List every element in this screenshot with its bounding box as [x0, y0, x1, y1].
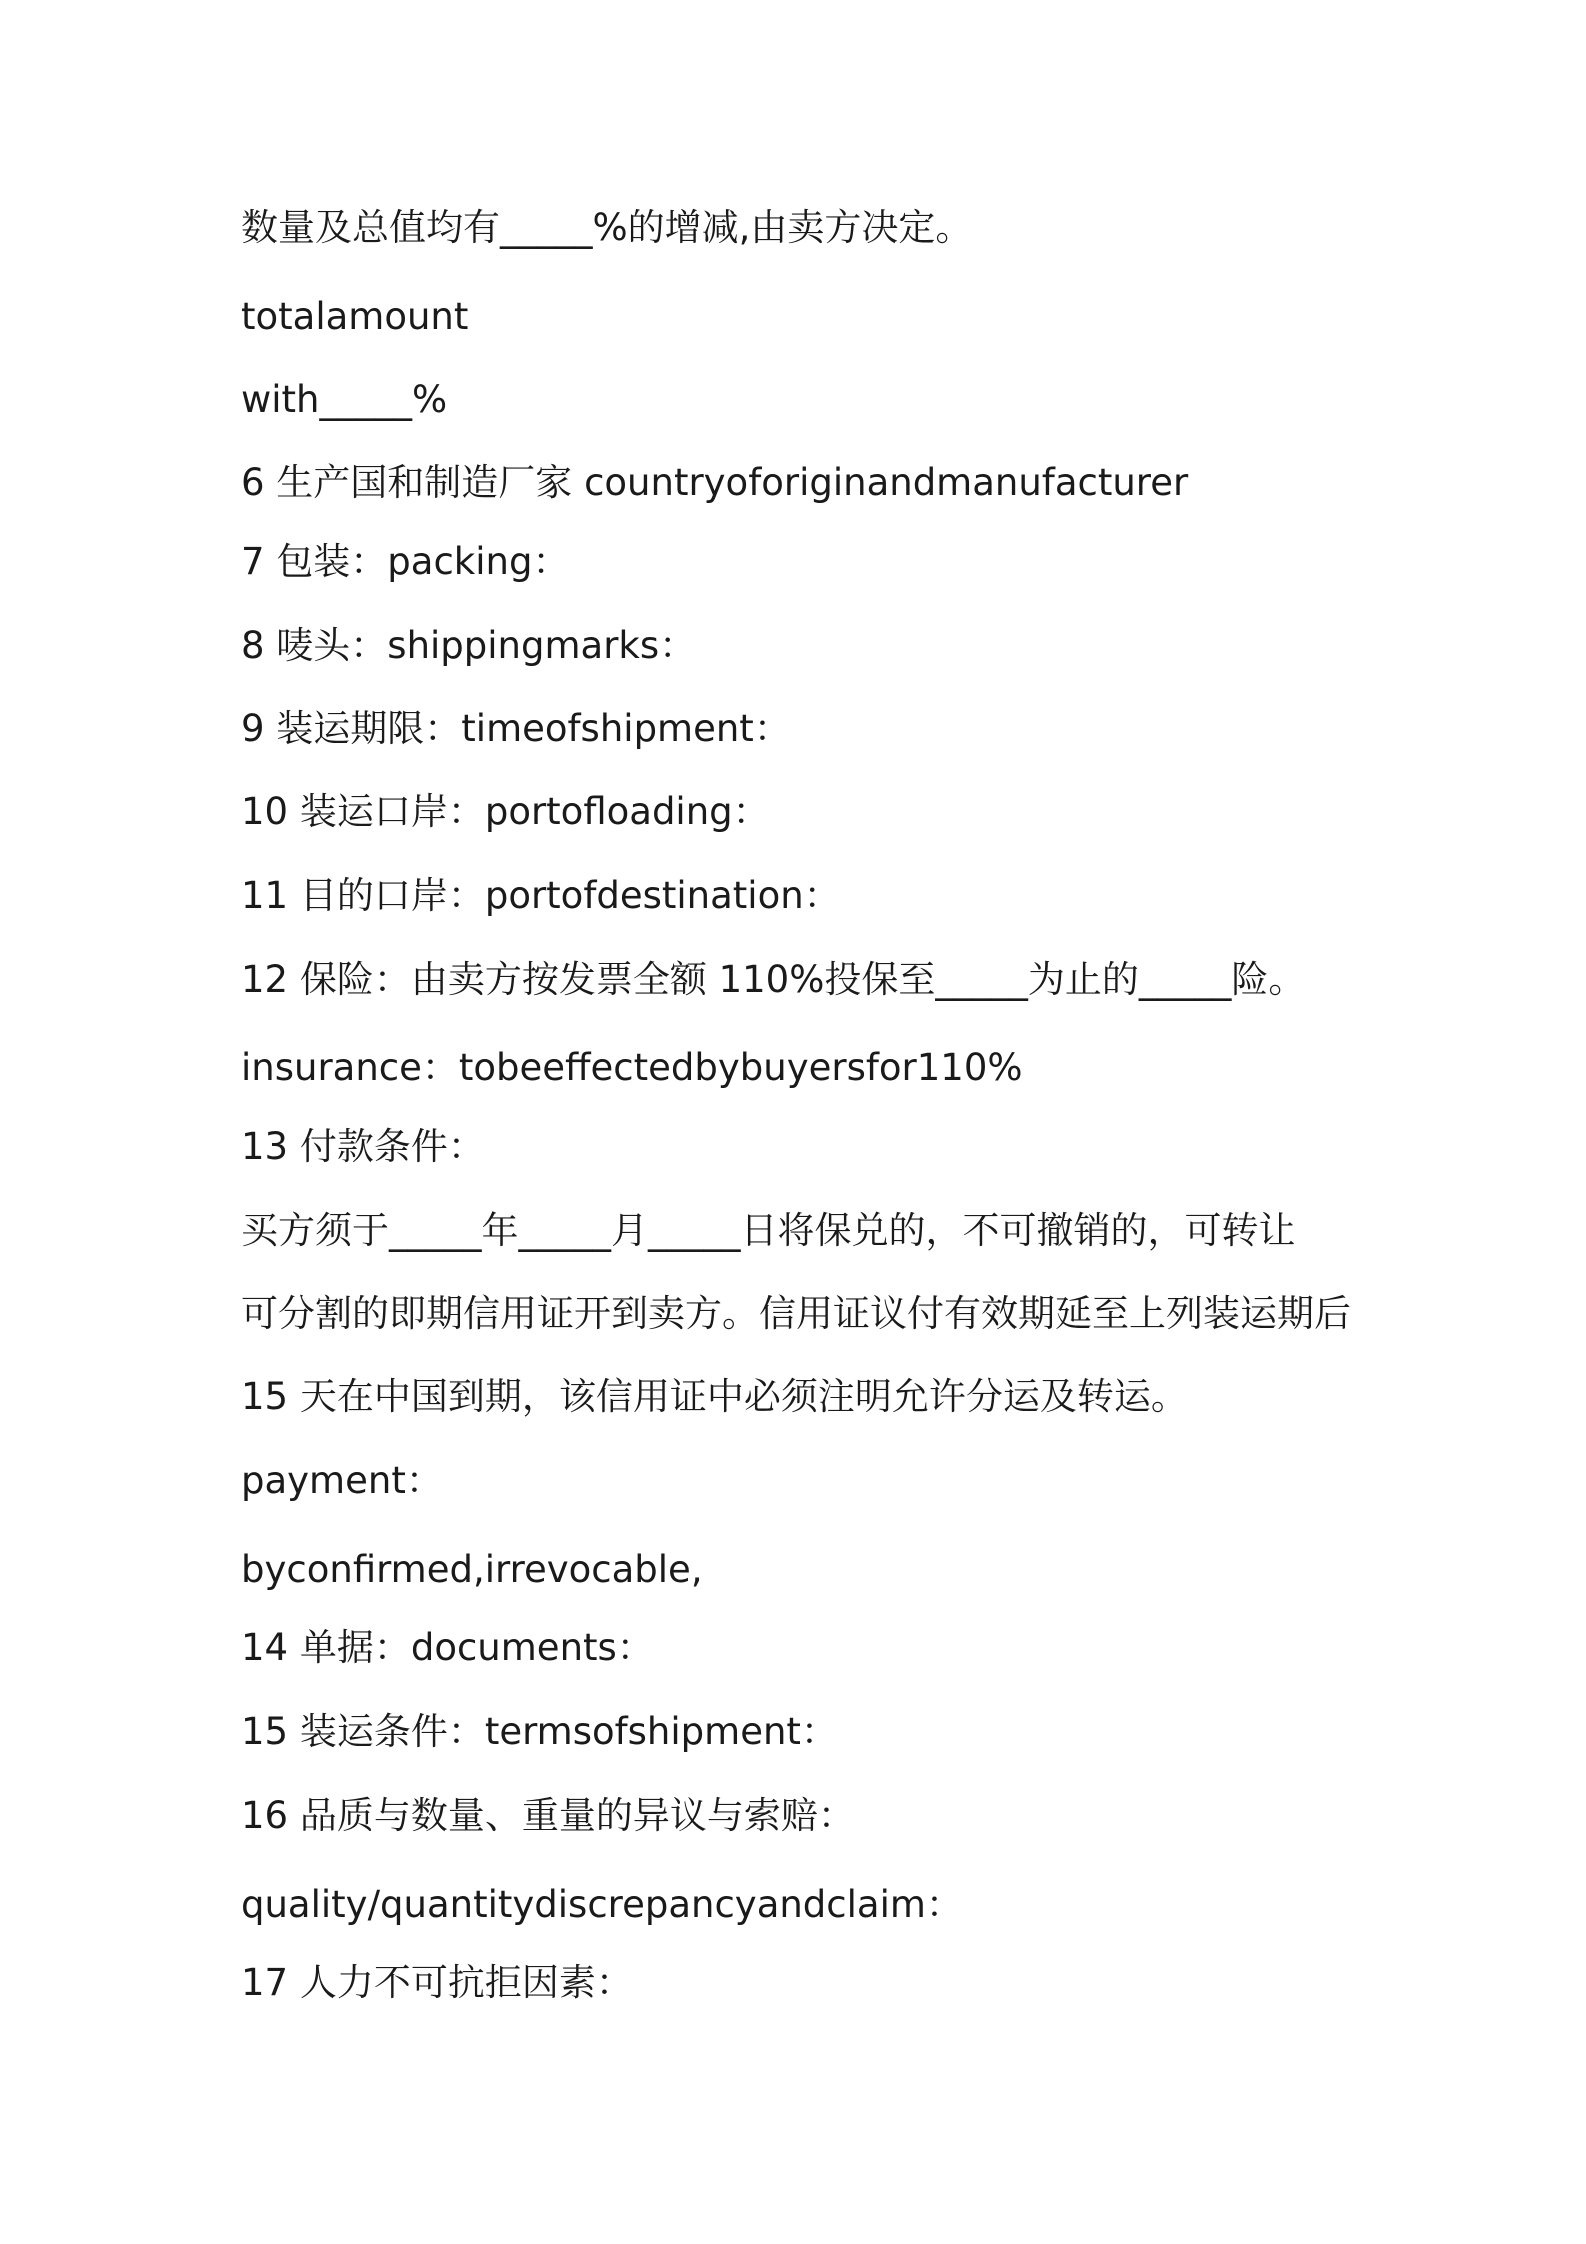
text-line-7: 9 装运期限：timeofshipment：: [241, 707, 791, 750]
text-line-8: 10 装运口岸：portofloading：: [241, 790, 770, 833]
text-line-5: 7 包装：packing：: [241, 540, 570, 583]
text-line-21: quality/quantitydiscrepancyandclaim：: [241, 1883, 963, 1926]
text-line-10: 12 保险：由卖方按发票全额 110%投保至_____为止的_____险。: [241, 958, 1306, 1001]
text-line-4: 6 生产国和制造厂家 countryoforiginandmanufacturer: [241, 461, 1189, 504]
text-line-2: totalamount: [241, 295, 469, 338]
text-line-12: 13 付款条件：: [241, 1125, 485, 1168]
text-line-6: 8 唛头：shippingmarks：: [241, 624, 697, 667]
text-line-16: payment：: [241, 1459, 443, 1502]
text-line-18: 14 单据：documents：: [241, 1626, 654, 1669]
text-line-11: insurance：tobeeffectedbybuyersfor110%: [241, 1046, 1023, 1089]
text-line-20: 16 品质与数量、重量的异议与索赔：: [241, 1794, 855, 1837]
text-line-13: 买方须于_____年_____月_____日将保兑的，不可撤销的，可转让: [241, 1209, 1296, 1252]
text-line-19: 15 装运条件：termsofshipment：: [241, 1710, 838, 1753]
text-line-3: with_____%: [241, 378, 448, 421]
text-line-15: 15 天在中国到期，该信用证中必须注明允许分运及转运。: [241, 1375, 1188, 1418]
text-line-22: 17 人力不可抗拒因素：: [241, 1961, 633, 2004]
text-line-17: byconfirmed,irrevocable,: [241, 1548, 703, 1591]
text-line-1: 数量及总值均有_____%的增减,由卖方决定。: [241, 206, 973, 249]
text-line-14: 可分割的即期信用证开到卖方。信用证议付有效期延至上列装运期后: [241, 1292, 1351, 1335]
text-line-9: 11 目的口岸：portofdestination：: [241, 874, 841, 917]
